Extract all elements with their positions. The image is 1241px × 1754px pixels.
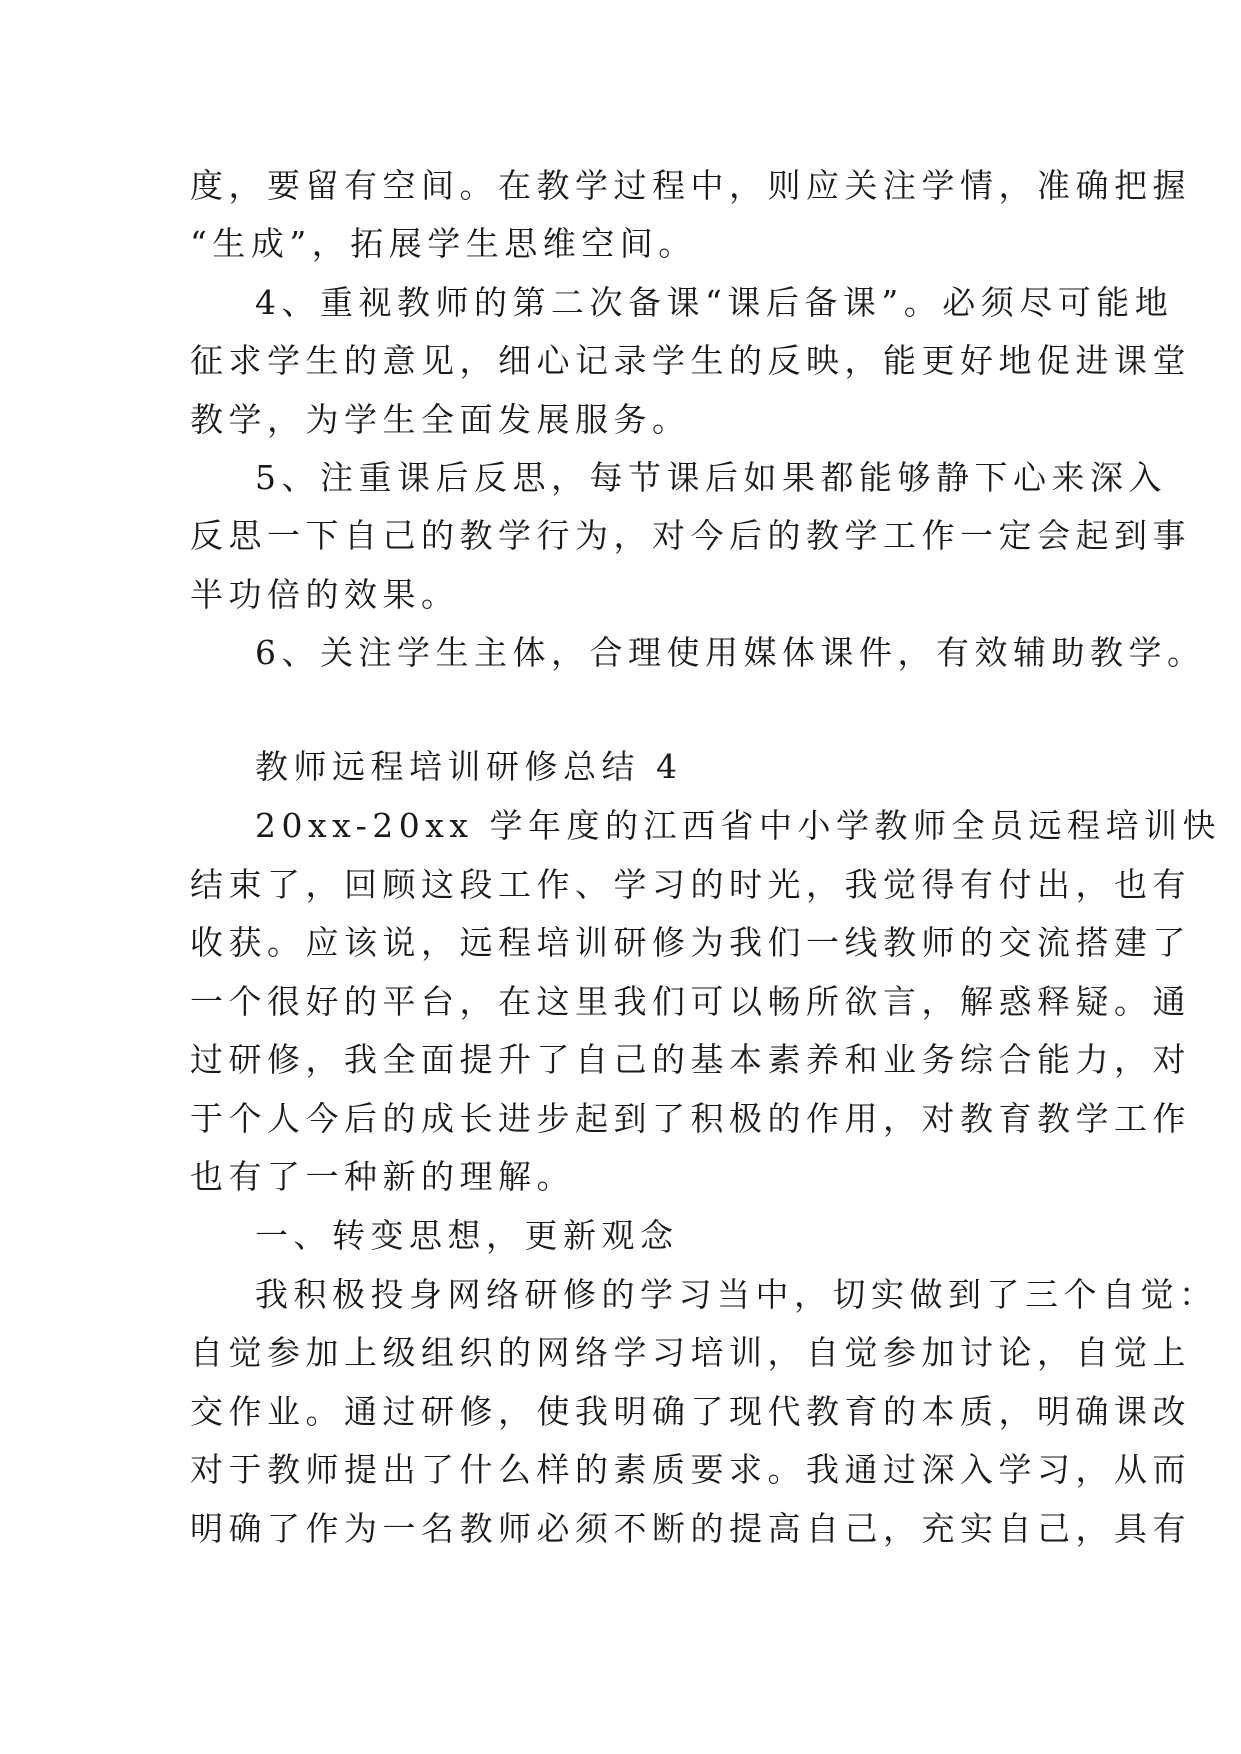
- text-line: 明确了作为一名教师必须不断的提高自己，充实自己，具有: [190, 1509, 1191, 1548]
- section-heading: 教师远程培训研修总结 4: [255, 747, 683, 786]
- text-line: 半功倍的效果。: [190, 575, 460, 614]
- text-line: 6、关注学生主体，合理使用媒体课件，有效辅助教学。: [255, 633, 1206, 672]
- text-line: 20xx-20xx 学年度的江西省中小学教师全员远程培训快: [255, 806, 1221, 845]
- subsection-heading: 一、转变思想，更新观念: [255, 1216, 679, 1255]
- text-line: 对于教师提出了什么样的素质要求。我通过深入学习，从而: [190, 1450, 1191, 1489]
- text-line: 收获。应该说，远程培训研修为我们一线教师的交流搭建了: [190, 923, 1191, 962]
- text-line: 我积极投身网络研修的学习当中，切实做到了三个自觉：: [255, 1275, 1218, 1314]
- text-line: 5、注重课后反思，每节课后如果都能够静下心来深入: [255, 458, 1167, 497]
- text-line: 征求学生的意见，细心记录学生的反映，能更好地促进课堂: [190, 341, 1191, 380]
- text-line: 过研修，我全面提升了自己的基本素养和业务综合能力，对: [190, 1040, 1191, 1079]
- text-line: 度，要留有空间。在教学过程中，则应关注学情，准确把握: [190, 166, 1191, 205]
- text-line: 教学，为学生全面发展服务。: [190, 400, 691, 439]
- text-line: 也有了一种新的理解。: [190, 1157, 575, 1196]
- text-line: 4、重视教师的第二次备课“课后备课”。必须尽可能地: [255, 283, 1174, 322]
- text-line: 自觉参加上级组织的网络学习培训，自觉参加讨论，自觉上: [190, 1333, 1191, 1372]
- text-line: “生成”，拓展学生思维空间。: [190, 224, 697, 263]
- text-line: 一个很好的平台，在这里我们可以畅所欲言，解惑释疑。通: [190, 982, 1191, 1021]
- text-line: 交作业。通过研修，使我明确了现代教育的本质，明确课改: [190, 1392, 1191, 1431]
- text-line: 反思一下自己的教学行为，对今后的教学工作一定会起到事: [190, 516, 1191, 555]
- text-line: 结束了，回顾这段工作、学习的时光，我觉得有付出，也有: [190, 865, 1191, 904]
- text-line: 于个人今后的成长进步起到了积极的作用，对教育教学工作: [190, 1099, 1191, 1138]
